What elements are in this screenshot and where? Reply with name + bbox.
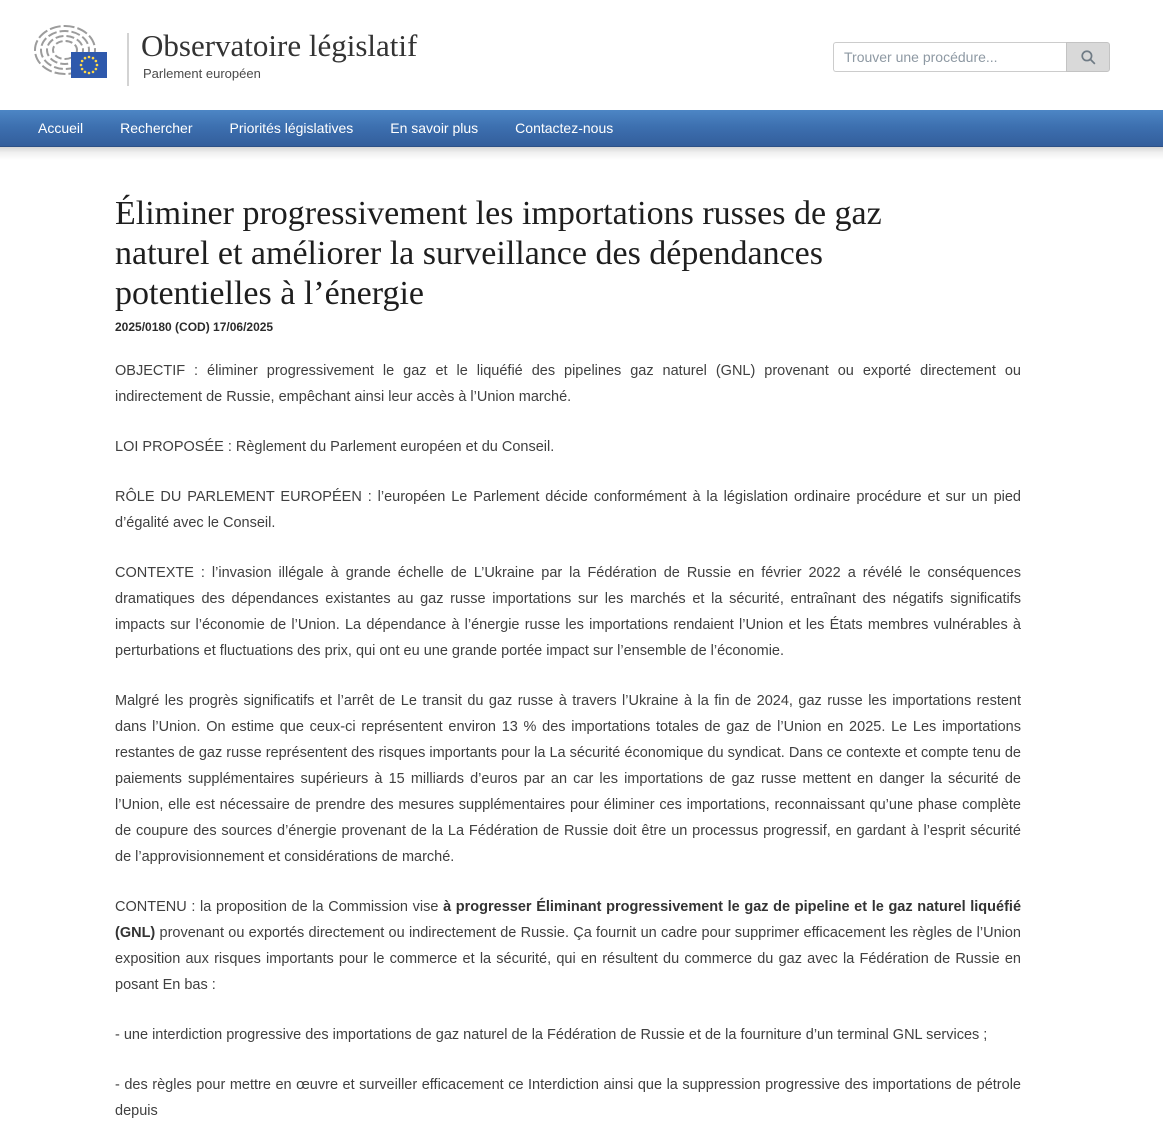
- paragraph-malgre: Malgré les progrès significatifs et l’arrêt de Le transit du gaz russe à travers l’Ukraine à la fin de 2024, gaz russe les importations restent dans l’Union. On estime que ceux-ci représentent environ 13 % des importations totales de gaz de l’Union en 2025. Le Les importations restantes de gaz russe représentent des risques importants pour la La sécurité économique du syndicat. Dans ce contexte et compte tenu de paiements supplémentaires supérieurs à 15 milliards d’euros par an car les importations de gaz russe mettent en danger la sécurité de l’Union, elle est nécessaire de prendre des mesures supplémentaires pour éliminer ces importations, reconnaissant qu’une phase complète de coupure des sources d’énergie provenant de la La Fédération de Russie doit être un processus progressif, en gardant à l’esprit sécurité de l’approvisionnement et considérations de marché.: [115, 693, 1021, 865]
- page-header: [0, 0, 1163, 110]
- contenu-lead: CONTENU : la proposition de la Commission vise: [115, 899, 444, 915]
- paragraph-contenu: [115, 894, 1021, 998]
- bullet-regles: - des règles pour mettre en œuvre et surveiller efficacement ce Interdiction ainsi que la suppression progressive des importations de pétrole depuis: [115, 1077, 1021, 1119]
- paragraph-loi-proposee: LOI PROPOSÉE : Règlement du Parlement européen et du Conseil.: [115, 439, 555, 455]
- hemicycle-logo-icon: [33, 22, 109, 84]
- bullet-interdiction: - une interdiction progressive des importations de gaz naturel de la Fédération de Russie et de la fourniture d’un terminal GNL services ;: [115, 1027, 988, 1043]
- procedure-search: [833, 42, 1110, 72]
- search-button[interactable]: [1066, 42, 1110, 72]
- paragraph-role-parlement: RÔLE DU PARLEMENT EUROPÉEN : l’européen Le Parlement décide conformément à la législation ordinaire procédure et sur un pied d’égalité avec le Conseil.: [115, 489, 1021, 531]
- nav-item-priorites-legislatives[interactable]: Priorités législatives: [229, 119, 354, 136]
- contenu-bold: à progresser Éliminant progressivement le gaz de pipeline et le gaz naturel liquéfié (GNL): [115, 899, 1022, 941]
- contenu-tail: provenant ou exportés directement ou indirectement de Russie. Ça fournit un cadre pour supprimer efficacement les règles de l’Union exposition aux risques importants pour le commerce et la sécurité, qui en résultent du commerce du gaz avec la Fédération de Russie en posant En bas :: [115, 925, 1021, 993]
- paragraph-objectif: OBJECTIF : éliminer progressivement le gaz et le liquéfié des pipelines gaz naturel (GNL) provenant ou exporté directement ou indirectement de Russie, empêchant ainsi leur accès à l’Union marché.: [115, 363, 1021, 405]
- nav-shadow: [0, 147, 1163, 160]
- main-nav: [0, 110, 1163, 147]
- procedure-title: Éliminer progressivement les importations russes de gaz naturel et améliorer la surveillance des dépendances potentielles à l’énergie: [115, 195, 882, 312]
- site-subtitle: Parlement européen: [143, 66, 261, 81]
- nav-item-contactez-nous[interactable]: Contactez-nous: [515, 119, 614, 136]
- brand-divider: [127, 33, 129, 86]
- nav-item-accueil[interactable]: Accueil: [38, 119, 84, 136]
- european-parliament-logo[interactable]: [33, 22, 109, 84]
- paragraph-contexte: CONTEXTE : l’invasion illégale à grande échelle de L’Ukraine par la Fédération de Russie en février 2022 a révélé le conséquences dramatiques des dépendances existantes au gaz russe importations sur les marchés et la sécurité, entraînant des négatifs significatifs impacts sur l’économie de l’Union. La dépendance à l’énergie russe les importations rendaient l’Union et les États membres vulnérables à perturbations et fluctuations des prix, qui ont eu une grande portée impact sur l’ensemble de l’économie.: [115, 565, 1021, 659]
- procedure-reference: 2025/0180 (COD) 17/06/2025: [115, 320, 274, 334]
- nav-item-rechercher[interactable]: Rechercher: [120, 119, 193, 136]
- search-icon: [1080, 49, 1097, 66]
- procedure-content: [115, 194, 1021, 1124]
- search-input[interactable]: [833, 42, 1066, 72]
- nav-item-en-savoir-plus[interactable]: En savoir plus: [390, 119, 479, 136]
- site-title: Observatoire législatif: [141, 28, 418, 63]
